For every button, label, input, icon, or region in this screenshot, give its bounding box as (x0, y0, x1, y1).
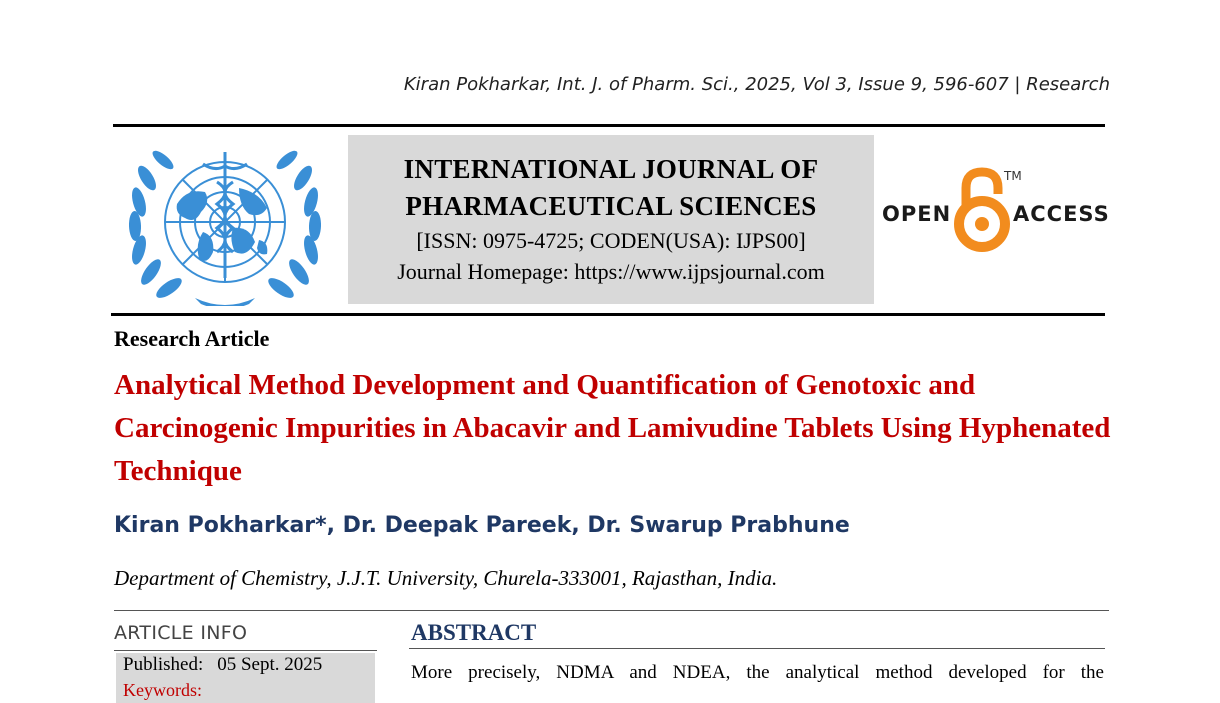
published-line (123, 654, 322, 676)
open-access-badge (880, 166, 1110, 252)
header-rule-bottom (111, 313, 1105, 316)
un-emblem-icon (126, 138, 324, 306)
open-access-right-text: ACCESS (1013, 202, 1110, 226)
journal-title-line1: INTERNATIONAL JOURNAL OF (403, 154, 819, 184)
open-access-lock-icon (954, 166, 1010, 252)
journal-issn: [ISSN: 0975-4725; CODEN(USA): IJPS00] (416, 228, 806, 253)
running-header: Kiran Pokharkar, Int. J. of Pharm. Sci., 2025, Vol 3, Issue 9, 596-607 | Research (403, 74, 1110, 95)
journal-homepage: Journal Homepage: https://www.ijpsjournal.com (397, 259, 825, 284)
abstract-rule (409, 648, 1105, 649)
header-rule-top (113, 124, 1105, 127)
keywords-label: Keywords: (123, 680, 202, 700)
open-access-trademark: TM (1004, 169, 1022, 183)
section-divider (114, 610, 1109, 611)
author-list: Kiran Pokharkar*, Dr. Deepak Pareek, Dr. Swarup Prabhune (114, 513, 850, 538)
article-info-heading: ARTICLE INFO (114, 622, 248, 644)
published-label: Published: (123, 654, 204, 675)
journal-masthead (348, 135, 874, 304)
abstract-text: More precisely, NDMA and NDEA, the analytical method developed for the (411, 662, 1104, 683)
article-info-rule (114, 650, 377, 651)
open-access-left-text: OPEN (882, 202, 952, 226)
article-type: Research Article (114, 326, 270, 351)
journal-title-line2: PHARMACEUTICAL SCIENCES (405, 191, 817, 221)
article-info-box (116, 653, 375, 703)
author-affiliation: Department of Chemistry, J.J.T. University, Churela-333001, Rajasthan, India. (114, 566, 778, 590)
abstract-heading: ABSTRACT (411, 620, 537, 645)
article-title: Analytical Method Development and Quantification of Genotoxic and Carcinogenic Impurities in Abacavir and Lamivudine Tablets Using Hyphenated Technique (114, 369, 1111, 487)
published-date: 05 Sept. 2025 (217, 654, 323, 675)
journal-title (348, 151, 874, 225)
